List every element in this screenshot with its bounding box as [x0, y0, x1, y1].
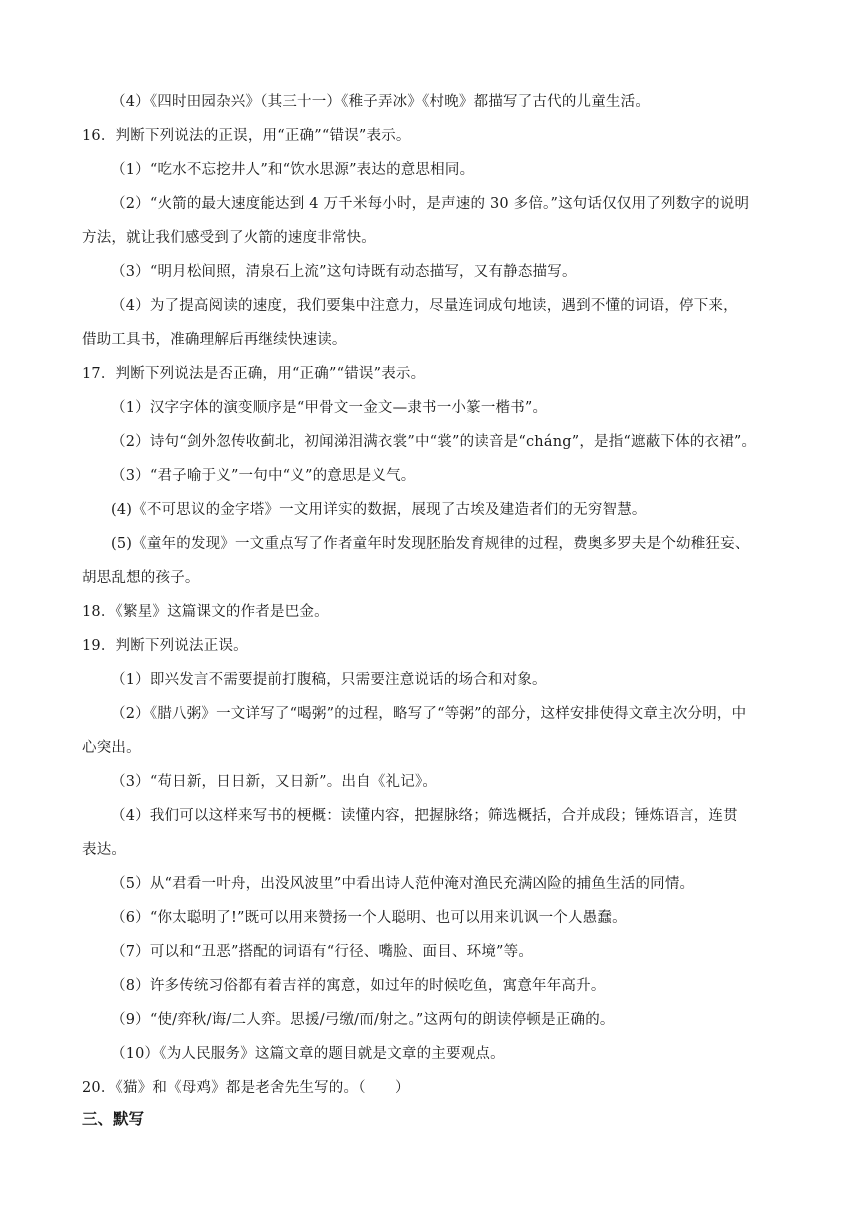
item-15-4: （4）《四时田园杂兴》（其三十一）《稚子弄冰》《村晚》都描写了古代的儿童生活。 [111, 94, 651, 110]
item-17-2: （2）诗句“剑外忽传收蓟北，初闻涕泪满衣裳”中“裳”的读音是“cháng”，是指“遮蔽下体的衣裙”。 [111, 434, 757, 450]
item-19-7: （7）可以和“丑恶”搭配的词语有“行径、嘴脸、面目、环境”等。 [111, 944, 534, 960]
item-19-8: （8）许多传统习俗都有着吉祥的寓意，如过年的时候吃鱼，寓意年年高升。 [111, 978, 606, 994]
question-17: 17．判断下列说法是否正确，用“正确”“错误”表示。 [82, 366, 426, 382]
item-19-5: （5）从“君看一叶舟，出没风波里”中看出诗人范仲淹对渔民充满凶险的捕鱼生活的同情。 [111, 876, 695, 892]
question-19: 19．判断下列说法正误。 [82, 638, 248, 654]
item-16-2-cont: 方法，就让我们感受到了火箭的速度非常快。 [82, 230, 376, 246]
item-19-10: （10）《为人民服务》这篇文章的题目就是文章的主要观点。 [111, 1046, 505, 1062]
item-16-1: （1）“吃水不忘挖井人”和“饮水思源”表达的意思相同。 [111, 162, 475, 178]
item-19-3: （3）“苟日新，日日新，又日新”。出自《礼记》。 [111, 774, 438, 790]
item-19-2: （2）《腊八粥》一文详写了“喝粥”的过程，略写了“等粥”的部分，这样安排使得文章主次分明，中 [111, 706, 747, 722]
item-19-9: （9）“使/弈秋/诲/二人弈。思援/弓缴/而/射之。”这两句的朗读停顿是正确的。 [111, 1012, 615, 1028]
item-16-3: （3）“明月松间照，清泉石上流”这句诗既有动态描写，又有静态描写。 [111, 264, 577, 280]
question-16: 16．判断下列说法的正误，用“正确”“错误”表示。 [82, 128, 411, 144]
item-17-5: (5)《童年的发现》一文重点写了作者童年时发现胚胎发育规律的过程，费奥多罗夫是个幼稚狂妄、 [111, 536, 750, 552]
item-19-2-cont: 心突出。 [82, 740, 141, 756]
question-18: 18．《繁星》这篇课文的作者是巴金。 [82, 604, 329, 620]
item-16-4: （4）为了提高阅读的速度，我们要集中注意力，尽量连词成句地读，遇到不懂的词语，停下来， [111, 298, 738, 314]
item-19-1: （1）即兴发言不需要提前打腹稿，只需要注意说话的场合和对象。 [111, 672, 547, 688]
item-19-4-cont: 表达。 [82, 842, 127, 858]
item-19-4: （4）我们可以这样来写书的梗概：读懂内容，把握脉络；筛选概括，合并成段；锤炼语言，连贯 [111, 808, 738, 824]
item-17-4: (4)《不可思议的金字塔》一文用详实的数据，展现了古埃及建造者们的无穷智慧。 [111, 502, 647, 518]
item-16-4-cont: 借助工具书，准确理解后再继续快速读。 [82, 332, 347, 348]
item-17-3: （3）“君子喻于义”一句中“义”的意思是义气。 [111, 468, 416, 484]
item-17-1: （1）汉字字体的演变顺序是“甲骨文一金文—隶书一小篆一楷书”。 [111, 400, 548, 416]
item-19-6: （6）“你太聪明了!”既可以用来赞扬一个人聪明、也可以用来讥讽一个人愚蠢。 [111, 910, 627, 926]
section-heading-dictation: 三、默写 [82, 1110, 145, 1128]
item-17-5-cont: 胡思乱想的孩子。 [82, 570, 200, 586]
item-16-2: （2）“火箭的最大速度能达到 4 万千米每小时，是声速的 30 多倍。”这句话仅仅用了列数字的说明 [111, 196, 750, 212]
question-20: 20．《猫》和《母鸡》都是老舍先生写的。（ ） [82, 1080, 410, 1096]
